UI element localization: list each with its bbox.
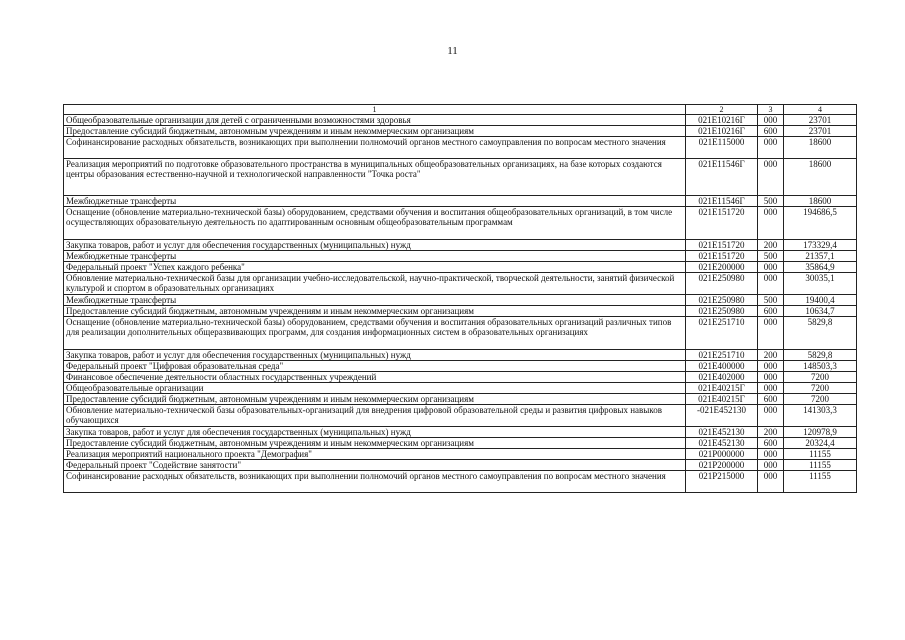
cell-code: 021E151720	[686, 251, 758, 262]
cell-name: Общеобразовательные организации	[64, 383, 686, 394]
table-header-row	[64, 105, 857, 115]
cell-code: 021P215000	[686, 471, 758, 493]
budget-table	[63, 104, 857, 493]
cell-name: Софинансирование расходных обязательств, возникающих при выполнении полномочий органов местного самоуправления по вопросам местного значения	[64, 471, 686, 493]
cell-type: 000	[758, 159, 784, 196]
budget-table-body	[64, 105, 857, 493]
cell-name: Закупка товаров, работ и услуг для обеспечения государственных (муниципальных) нужд	[64, 350, 686, 361]
cell-code: 021E11546Г	[686, 196, 758, 207]
table-row	[64, 295, 857, 306]
cell-name: Финансовое обеспечение деятельности областных государственных учреждений	[64, 372, 686, 383]
cell-sum: 23701	[784, 115, 857, 126]
page-number: 11	[447, 45, 458, 57]
table-row	[64, 427, 857, 438]
cell-type: 000	[758, 449, 784, 460]
cell-type: 000	[758, 317, 784, 350]
table-row	[64, 159, 857, 196]
cell-code: 021P000000	[686, 449, 758, 460]
cell-sum: 11155	[784, 471, 857, 493]
cell-type: 500	[758, 295, 784, 306]
table-row	[64, 361, 857, 372]
cell-sum: 18600	[784, 196, 857, 207]
table-row	[64, 240, 857, 251]
table-row	[64, 460, 857, 471]
table-row	[64, 196, 857, 207]
cell-sum: 7200	[784, 383, 857, 394]
table-row	[64, 394, 857, 405]
cell-type: 000	[758, 405, 784, 427]
cell-name: Закупка товаров, работ и услуг для обеспечения государственных (муниципальных) нужд	[64, 240, 686, 251]
cell-name: Реализация мероприятий национального проекта "Демография"	[64, 449, 686, 460]
cell-code: 021E250980	[686, 306, 758, 317]
cell-type: 000	[758, 372, 784, 383]
table-row	[64, 350, 857, 361]
cell-type: 000	[758, 137, 784, 159]
table-row	[64, 372, 857, 383]
cell-type: 600	[758, 394, 784, 405]
cell-type: 000	[758, 383, 784, 394]
table-row	[64, 438, 857, 449]
table-row	[64, 405, 857, 427]
cell-code: 021E250980	[686, 295, 758, 306]
cell-code: 021E40215Г	[686, 394, 758, 405]
table-row	[64, 262, 857, 273]
table-row	[64, 471, 857, 493]
cell-sum: 5829,8	[784, 317, 857, 350]
cell-sum: 148503,3	[784, 361, 857, 372]
cell-code: 021E11546Г	[686, 159, 758, 196]
cell-type: 600	[758, 438, 784, 449]
cell-type: 000	[758, 460, 784, 471]
cell-sum: 141303,3	[784, 405, 857, 427]
cell-type: 000	[758, 262, 784, 273]
cell-type: 000	[758, 207, 784, 240]
cell-sum: 35864,9	[784, 262, 857, 273]
cell-type: 000	[758, 471, 784, 493]
cell-sum: 7200	[784, 372, 857, 383]
table-row	[64, 383, 857, 394]
table-row	[64, 251, 857, 262]
cell-code: 021E402000	[686, 372, 758, 383]
cell-code: 021E251710	[686, 317, 758, 350]
header-col-3: 3	[758, 105, 784, 115]
cell-code: 021E400000	[686, 361, 758, 372]
cell-code: 021E452130	[686, 438, 758, 449]
header-col-4: 4	[784, 105, 857, 115]
cell-type: 200	[758, 240, 784, 251]
table-row	[64, 137, 857, 159]
cell-name: Федеральный проект "Содействие занятости"	[64, 460, 686, 471]
table-row	[64, 317, 857, 350]
cell-sum: 23701	[784, 126, 857, 137]
table-row	[64, 115, 857, 126]
header-col-2: 2	[686, 105, 758, 115]
cell-code: 021E10216Г	[686, 126, 758, 137]
cell-code: 021E10216Г	[686, 115, 758, 126]
cell-name: Оснащение (обновление материально-технической базы) оборудованием, средствами обучения и воспитания общеобразовательных организаций, в том числе осуществляющих образовательную деятельность по адаптированным основным общеобразовательным программам	[64, 207, 686, 240]
cell-sum: 7200	[784, 394, 857, 405]
cell-code: 021E250980	[686, 273, 758, 295]
cell-sum: 11155	[784, 460, 857, 471]
cell-sum: 194686,5	[784, 207, 857, 240]
cell-sum: 21357,1	[784, 251, 857, 262]
cell-type: 500	[758, 251, 784, 262]
cell-name: Предоставление субсидий бюджетным, автономным учреждениям и иным некоммерческим организациям	[64, 394, 686, 405]
cell-sum: 120978,9	[784, 427, 857, 438]
cell-code: 021E151720	[686, 240, 758, 251]
table-row	[64, 273, 857, 295]
cell-sum: 18600	[784, 159, 857, 196]
cell-code: 021E251710	[686, 350, 758, 361]
cell-name: Оснащение (обновление материально-технической базы) оборудованием, средствами обучения и воспитания образовательных организаций различных типов для реализации дополнительных общеразвивающих программ, для создания информационных систем в образовательных организациях	[64, 317, 686, 350]
cell-code: 021E452130	[686, 427, 758, 438]
cell-name: Межбюджетные трансферты	[64, 196, 686, 207]
cell-sum: 5829,8	[784, 350, 857, 361]
table-row	[64, 449, 857, 460]
cell-name: Закупка товаров, работ и услуг для обеспечения государственных (муниципальных) нужд	[64, 427, 686, 438]
cell-sum: 10634,7	[784, 306, 857, 317]
cell-name: Общеобразовательные организации для детей с ограниченными возможностями здоровья	[64, 115, 686, 126]
cell-sum: 11155	[784, 449, 857, 460]
cell-type: 200	[758, 427, 784, 438]
cell-name: Обновление материально-технической базы для организации учебно-исследовательской, научно-практической, творческой деятельности, занятий физической культурой и спортом в образовательных организациях	[64, 273, 686, 295]
cell-code: 021P200000	[686, 460, 758, 471]
cell-sum: 173329,4	[784, 240, 857, 251]
cell-name: Федеральный проект "Успех каждого ребенка"	[64, 262, 686, 273]
cell-code: 021E200000	[686, 262, 758, 273]
cell-code: 021E40215Г	[686, 383, 758, 394]
cell-type: 200	[758, 350, 784, 361]
cell-type: 000	[758, 115, 784, 126]
cell-name: Предоставление субсидий бюджетным, автономным учреждениям и иным некоммерческим организациям	[64, 126, 686, 137]
cell-sum: 19400,4	[784, 295, 857, 306]
cell-type: 000	[758, 361, 784, 372]
header-col-1: 1	[64, 105, 686, 115]
cell-type: 600	[758, 306, 784, 317]
cell-type: 000	[758, 273, 784, 295]
cell-type: 500	[758, 196, 784, 207]
cell-name: Предоставление субсидий бюджетным, автономным учреждениям и иным некоммерческим организациям	[64, 438, 686, 449]
table-row	[64, 306, 857, 317]
cell-name: Межбюджетные трансферты	[64, 295, 686, 306]
cell-code: 021E115000	[686, 137, 758, 159]
table-row	[64, 207, 857, 240]
cell-name: Межбюджетные трансферты	[64, 251, 686, 262]
table-row	[64, 126, 857, 137]
cell-name: Предоставление субсидий бюджетным, автономным учреждениям и иным некоммерческим организациям	[64, 306, 686, 317]
cell-sum: 18600	[784, 137, 857, 159]
cell-type: 600	[758, 126, 784, 137]
cell-name: Федеральный проект "Цифровая образовательная среда"	[64, 361, 686, 372]
cell-sum: 20324,4	[784, 438, 857, 449]
cell-name: Софинансирование расходных обязательств, возникающих при выполнении полномочий органов местного самоуправления по вопросам местного значения	[64, 137, 686, 159]
cell-sum: 30035,1	[784, 273, 857, 295]
cell-code: -021E452130	[686, 405, 758, 427]
cell-name: Реализация мероприятий по подготовке образовательного пространства в муниципальных общеобразовательных организациях, на базе которых создаются центры образования естественно-научной и технологической направленности "Точка роста"	[64, 159, 686, 196]
cell-name: Обновление материально-технической базы образовательных-организаций для внедрения цифровой образовательной среды и развития цифровых навыков обучающихся	[64, 405, 686, 427]
cell-code: 021E151720	[686, 207, 758, 240]
